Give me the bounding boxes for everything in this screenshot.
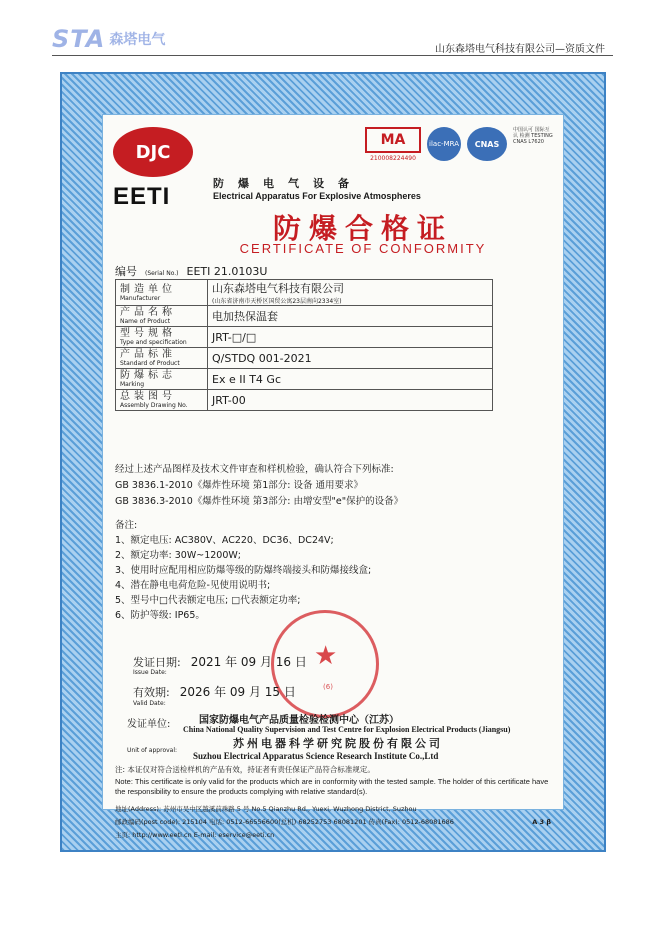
cma-mark: MA 210008224490 [365, 127, 421, 162]
issuer-label-en: Unit of approval: [127, 747, 178, 754]
issue-date: 发证日期: 2021 年 09 月 16 日 [133, 655, 307, 669]
cnas-mark: CNAS [467, 127, 507, 161]
issuer-name-cn: 国家防爆电气产品质量检验检测中心（江苏） [199, 715, 399, 726]
serial-value: EETI 21.0103U [186, 265, 268, 278]
remark-item: 3、使用时应配用相应防爆等级的防爆终端接头和防爆接线盒; [115, 565, 372, 576]
official-seal: ★ (6) [271, 610, 379, 718]
logo-mark: STA [52, 25, 106, 53]
page-code: A 3 β [532, 818, 551, 826]
note-cn: 注: 本证仅对符合送检样机的产品有效，持证者有责任保证产品符合标准规定。 [115, 765, 375, 774]
title-chinese: 防爆电气设备 [213, 177, 363, 190]
certificate-heading-en: CERTIFICATE OF CONFORMITY [239, 241, 487, 256]
issuer-label: 发证单位: [127, 719, 171, 730]
certificate-body [102, 114, 564, 839]
valid-date-label-en: Valid Date: [133, 700, 166, 707]
table-row: 总装图号 Assembly Drawing No. JRT-00 [116, 390, 493, 411]
valid-date: 有效期: 2026 年 09 月 15 日 [133, 685, 296, 699]
institute-name-cn: 苏州电器科学研究院股份有限公司 [233, 737, 443, 750]
standards-statement: 经过上述产品图样及技术文件审查和样机检验，确认符合下列标准: GB 3836.1-2010《爆炸性环境 第1部分: 设备 通用要求》 GB 3836.3-2010《爆炸性环境 第3部分: 由增安型"e"保护的设备》 [115, 461, 553, 509]
table-row: 产品标准 Standard of Product Q/STDQ 001-2021 [116, 348, 493, 369]
web-line: 主页: http://www.eeti.cn E-mail: eservice@eeti.cn [115, 831, 275, 839]
table-row: 型号规格 Type and specification JRT-□/□ [116, 327, 493, 348]
remark-item: 1、额定电压: AC380V、AC220、DC36、DC24V; [115, 535, 334, 546]
remark-item: 4、潜在静电电荷危险-见使用说明书; [115, 580, 271, 591]
company-logo [52, 26, 165, 52]
issuer-name-en: China National Quality Supervision and Test Centre for Explosion Electrical Products (Jiangsu) [183, 725, 511, 734]
dic-emblem: DJC [113, 127, 193, 177]
logo-chinese: 森塔电气 [109, 32, 166, 48]
certificate-heading: 防爆合格证 [272, 212, 453, 245]
header-company-line: 山东森塔电气科技有限公司—资质文件 [435, 44, 605, 55]
table-row: 防爆标志 Marking Ex e II T4 Gc [116, 369, 493, 390]
eeti-logo: EETI [113, 183, 171, 210]
remarks: 备注: 1、额定电压: AC380V、AC220、DC36、DC24V; 2、额定功率: 30W~1200W; 3、使用时应配用相应防爆等级的防爆终端接头和防爆接线盒; 4、潜在静电电荷危险-见使用说明书; 5、型号中□代表额定电压; □代表额定功率; 6、防护等级: IP65。 [115, 520, 553, 625]
standard-2: GB 3836.3-2010《爆炸性环境 第3部分: 由增安型"e"保护的设备》 [115, 496, 404, 507]
standard-1: GB 3836.1-2010《爆炸性环境 第1部分: 设备 通用要求》 [115, 480, 364, 491]
testing-mark: 中国认可 国际互认 检测 TESTING CNAS L7620 [513, 127, 553, 145]
address-line: 地址(Address): 苏州市吴中区越溪前珠路 5 号 No.5 Qianzhu Rd., Yuexi, Wuzhong District, Suzhou [115, 805, 417, 813]
contact-line: 邮政编码(post code): 215104 电话: 0512-66556600(总机) 68252753 68081201 传真(Fax): 0512-68081686 [115, 818, 454, 826]
certificate-frame [60, 72, 606, 852]
title-english: Electrical Apparatus For Explosive Atmospheres [213, 191, 421, 201]
serial-number: 编号 (Serial No.) EETI 21.0103U [115, 265, 268, 278]
remark-item: 5、型号中□代表额定电压; □代表额定功率; [115, 595, 301, 606]
table-row: 产品名称 Name of Product 电加热保温套 [116, 306, 493, 327]
note-en: Note: This certificate is only valid for the products which are in conformity with the tested sample. The holder of this certificate have the responsibility to ensure the products complying with relative standard(s). [115, 777, 549, 796]
ilac-mark: ilac-MRA [427, 127, 461, 161]
header-divider [52, 55, 613, 56]
institute-name-en: Suzhou Electrical Apparatus Science Research Institute Co.,Ltd [193, 751, 439, 761]
issue-date-value: 2021 年 09 月 16 日 [190, 655, 307, 669]
table-row: 制造单位 Manufacturer 山东森塔电气科技有限公司 (山东省济南市天桥区国贸公寓23层南向2334室) [116, 280, 493, 306]
product-info-table [115, 279, 493, 411]
valid-date-value: 2026 年 09 月 15 日 [179, 685, 296, 699]
remark-item: 2、额定功率: 30W~1200W; [115, 550, 241, 561]
issue-date-label-en: Issue Date: [133, 669, 167, 676]
accreditation-marks [365, 127, 553, 162]
remark-item: 6、防护等级: IP65。 [115, 610, 205, 621]
seal-star-icon: ★ [314, 641, 338, 671]
